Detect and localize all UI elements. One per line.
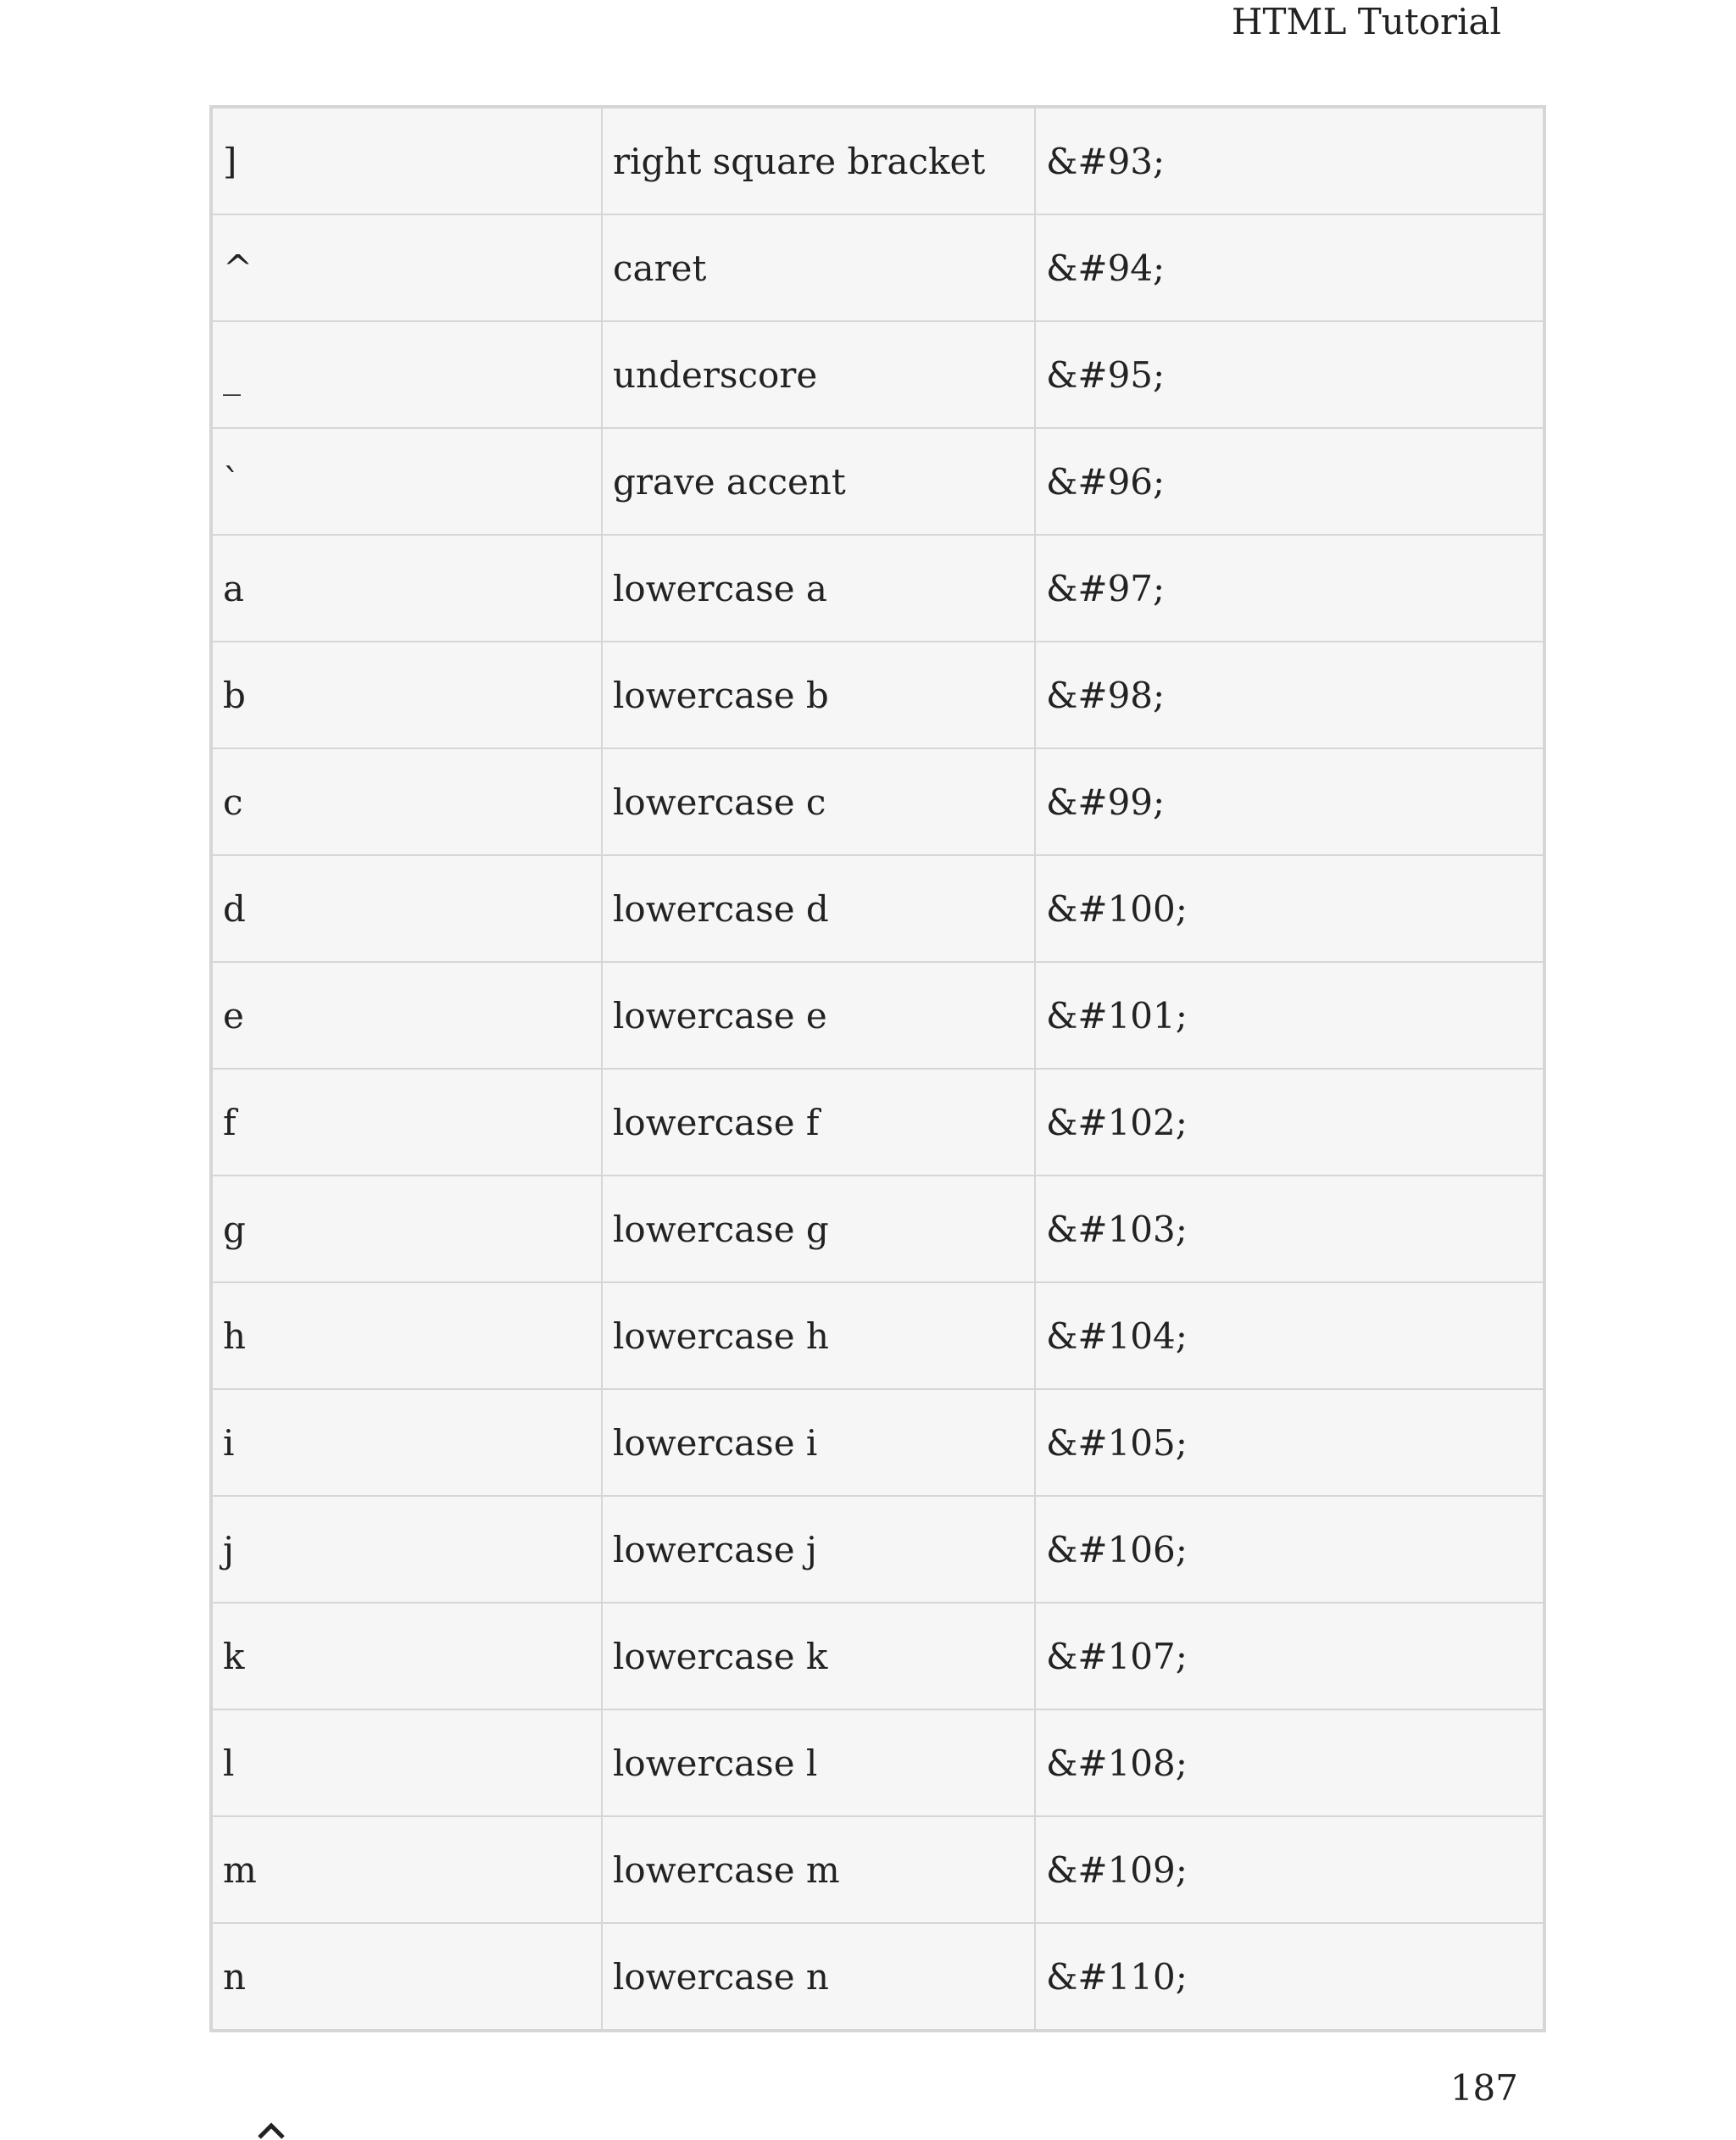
table-row [212, 1709, 1544, 1816]
character-cell: a [212, 535, 602, 642]
description-cell: lowercase h [602, 1282, 1035, 1389]
description-cell: lowercase m [602, 1816, 1035, 1923]
table-row [212, 962, 1544, 1069]
description-cell: lowercase n [602, 1923, 1035, 2030]
entity-code-cell: &#109; [1035, 1816, 1544, 1923]
entity-code-cell: &#97; [1035, 535, 1544, 642]
entity-table [209, 105, 1546, 2032]
character-cell: _ [212, 321, 602, 428]
character-cell: g [212, 1176, 602, 1282]
entity-code-cell: &#110; [1035, 1923, 1544, 2030]
character-cell: d [212, 855, 602, 962]
character-cell: c [212, 748, 602, 855]
entity-code-cell: &#107; [1035, 1603, 1544, 1709]
description-cell: lowercase d [602, 855, 1035, 962]
entity-code-cell: &#98; [1035, 642, 1544, 748]
entity-code-cell: &#106; [1035, 1496, 1544, 1603]
character-cell: i [212, 1389, 602, 1496]
entity-code-cell: &#104; [1035, 1282, 1544, 1389]
character-cell: j [212, 1496, 602, 1603]
character-cell: k [212, 1603, 602, 1709]
description-cell: right square bracket [602, 108, 1035, 214]
description-cell: grave accent [602, 428, 1035, 535]
entity-code-cell: &#96; [1035, 428, 1544, 535]
character-cell: l [212, 1709, 602, 1816]
table-row [212, 1496, 1544, 1603]
entity-code-cell: &#100; [1035, 855, 1544, 962]
page-header-title: HTML Tutorial [1231, 1, 1501, 42]
page-number: 187 [1449, 2067, 1518, 2109]
description-cell: lowercase a [602, 535, 1035, 642]
description-cell: caret [602, 214, 1035, 321]
character-cell: b [212, 642, 602, 748]
table-row [212, 321, 1544, 428]
entity-code-cell: &#101; [1035, 962, 1544, 1069]
entity-code-cell: &#108; [1035, 1709, 1544, 1816]
table-row [212, 1923, 1544, 2030]
entity-code-cell: &#93; [1035, 108, 1544, 214]
table-row [212, 855, 1544, 962]
character-cell: h [212, 1282, 602, 1389]
table-row [212, 1176, 1544, 1282]
table-row [212, 535, 1544, 642]
entity-code-cell: &#95; [1035, 321, 1544, 428]
description-cell: lowercase k [602, 1603, 1035, 1709]
entity-code-cell: &#99; [1035, 748, 1544, 855]
description-cell: lowercase i [602, 1389, 1035, 1496]
entity-code-cell: &#103; [1035, 1176, 1544, 1282]
table-row [212, 748, 1544, 855]
description-cell: lowercase f [602, 1069, 1035, 1176]
character-cell: f [212, 1069, 602, 1176]
entity-code-cell: &#105; [1035, 1389, 1544, 1496]
description-cell: lowercase l [602, 1709, 1035, 1816]
chevron-up-icon[interactable] [256, 2119, 287, 2140]
table-row [212, 642, 1544, 748]
description-cell: underscore [602, 321, 1035, 428]
entity-code-cell: &#94; [1035, 214, 1544, 321]
character-cell: n [212, 1923, 602, 2030]
description-cell: lowercase j [602, 1496, 1035, 1603]
character-cell: ^ [212, 214, 602, 321]
table-row [212, 1603, 1544, 1709]
table-row [212, 214, 1544, 321]
table-row [212, 1069, 1544, 1176]
table-row [212, 428, 1544, 535]
table-row [212, 108, 1544, 214]
character-cell: ` [212, 428, 602, 535]
entity-code-cell: &#102; [1035, 1069, 1544, 1176]
table-row [212, 1282, 1544, 1389]
table-row [212, 1816, 1544, 1923]
table-row [212, 1389, 1544, 1496]
description-cell: lowercase b [602, 642, 1035, 748]
description-cell: lowercase e [602, 962, 1035, 1069]
character-cell: m [212, 1816, 602, 1923]
description-cell: lowercase c [602, 748, 1035, 855]
description-cell: lowercase g [602, 1176, 1035, 1282]
character-cell: e [212, 962, 602, 1069]
character-cell: ] [212, 108, 602, 214]
